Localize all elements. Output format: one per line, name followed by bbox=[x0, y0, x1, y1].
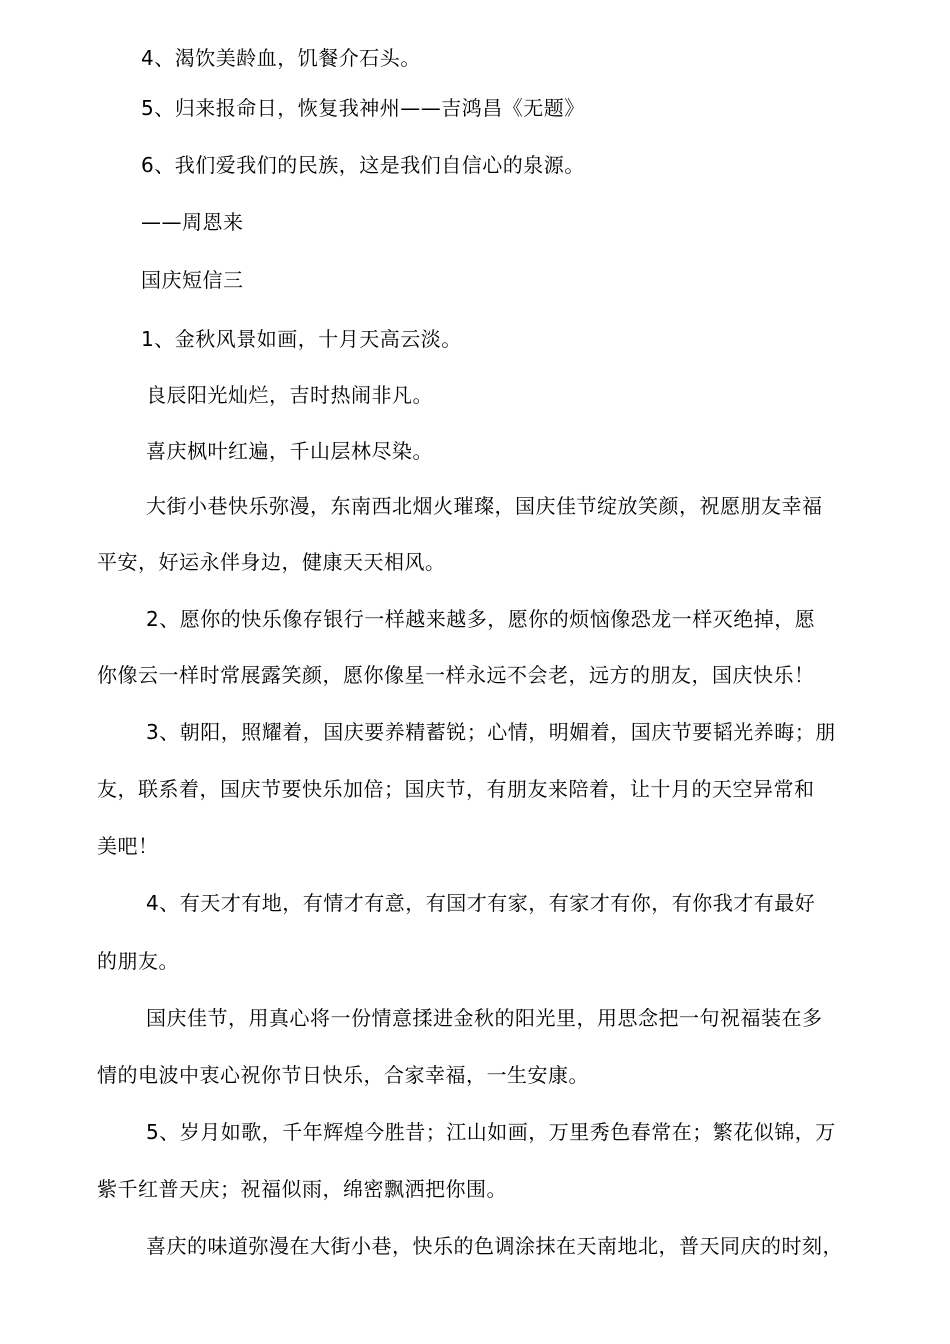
text-line: 5、归来报命日，恢复我神州——吉鸿昌《无题》 bbox=[141, 96, 585, 120]
text-line: 美吧！ bbox=[97, 834, 159, 858]
text-line: 友，联系着，国庆节要快乐加倍；国庆节，有朋友来陪着，让十月的天空异常和 bbox=[97, 777, 815, 801]
text-line: 大街小巷快乐弥漫，东南西北烟火璀璨，国庆佳节绽放笑颜，祝愿朋友幸福 bbox=[146, 494, 823, 518]
text-line: 喜庆的味道弥漫在大街小巷，快乐的色调涂抹在天南地北，普天同庆的时刻， bbox=[146, 1234, 843, 1258]
text-line: 2、愿你的快乐像存银行一样越来越多，愿你的烦恼像恐龙一样灭绝掉，愿 bbox=[146, 607, 816, 631]
text-line: 良辰阳光灿烂，吉时热闹非凡。 bbox=[146, 383, 433, 407]
text-line: 4、渴饮美龄血，饥餐介石头。 bbox=[141, 46, 421, 70]
text-line: 平安，好运永伴身边，健康天天相风。 bbox=[97, 550, 446, 574]
text-line: 5、岁月如歌，千年辉煌今胜昔；江山如画，万里秀色春常在；繁花似锦，万 bbox=[146, 1120, 836, 1144]
text-line: 1、金秋风景如画，十月天高云淡。 bbox=[141, 327, 462, 351]
text-line: 6、我们爱我们的民族，这是我们自信心的泉源。 bbox=[141, 153, 585, 177]
text-line: 紫千红普天庆；祝福似雨，绵密飘洒把你围。 bbox=[97, 1177, 507, 1201]
text-line: 情的电波中衷心祝你节日快乐，合家幸福，一生安康。 bbox=[97, 1063, 589, 1087]
text-line: 国庆佳节，用真心将一份情意揉进金秋的阳光里，用思念把一句祝福装在多 bbox=[146, 1006, 823, 1030]
text-line: 你像云一样时常展露笑颜，愿你像星一样永远不会老，远方的朋友，国庆快乐！ bbox=[97, 663, 815, 687]
text-line: 喜庆枫叶红遍，千山层林尽染。 bbox=[146, 439, 433, 463]
text-line: 的朋友。 bbox=[97, 949, 179, 973]
text-line: 4、有天才有地，有情才有意，有国才有家，有家才有你，有你我才有最好 bbox=[146, 891, 816, 915]
text-line: 3、朝阳，照耀着，国庆要养精蓄锐；心情，明媚着，国庆节要韬光养晦；朋 bbox=[146, 720, 836, 744]
section-heading: 国庆短信三 bbox=[141, 268, 244, 292]
author-attribution: ——周恩来 bbox=[141, 210, 244, 234]
